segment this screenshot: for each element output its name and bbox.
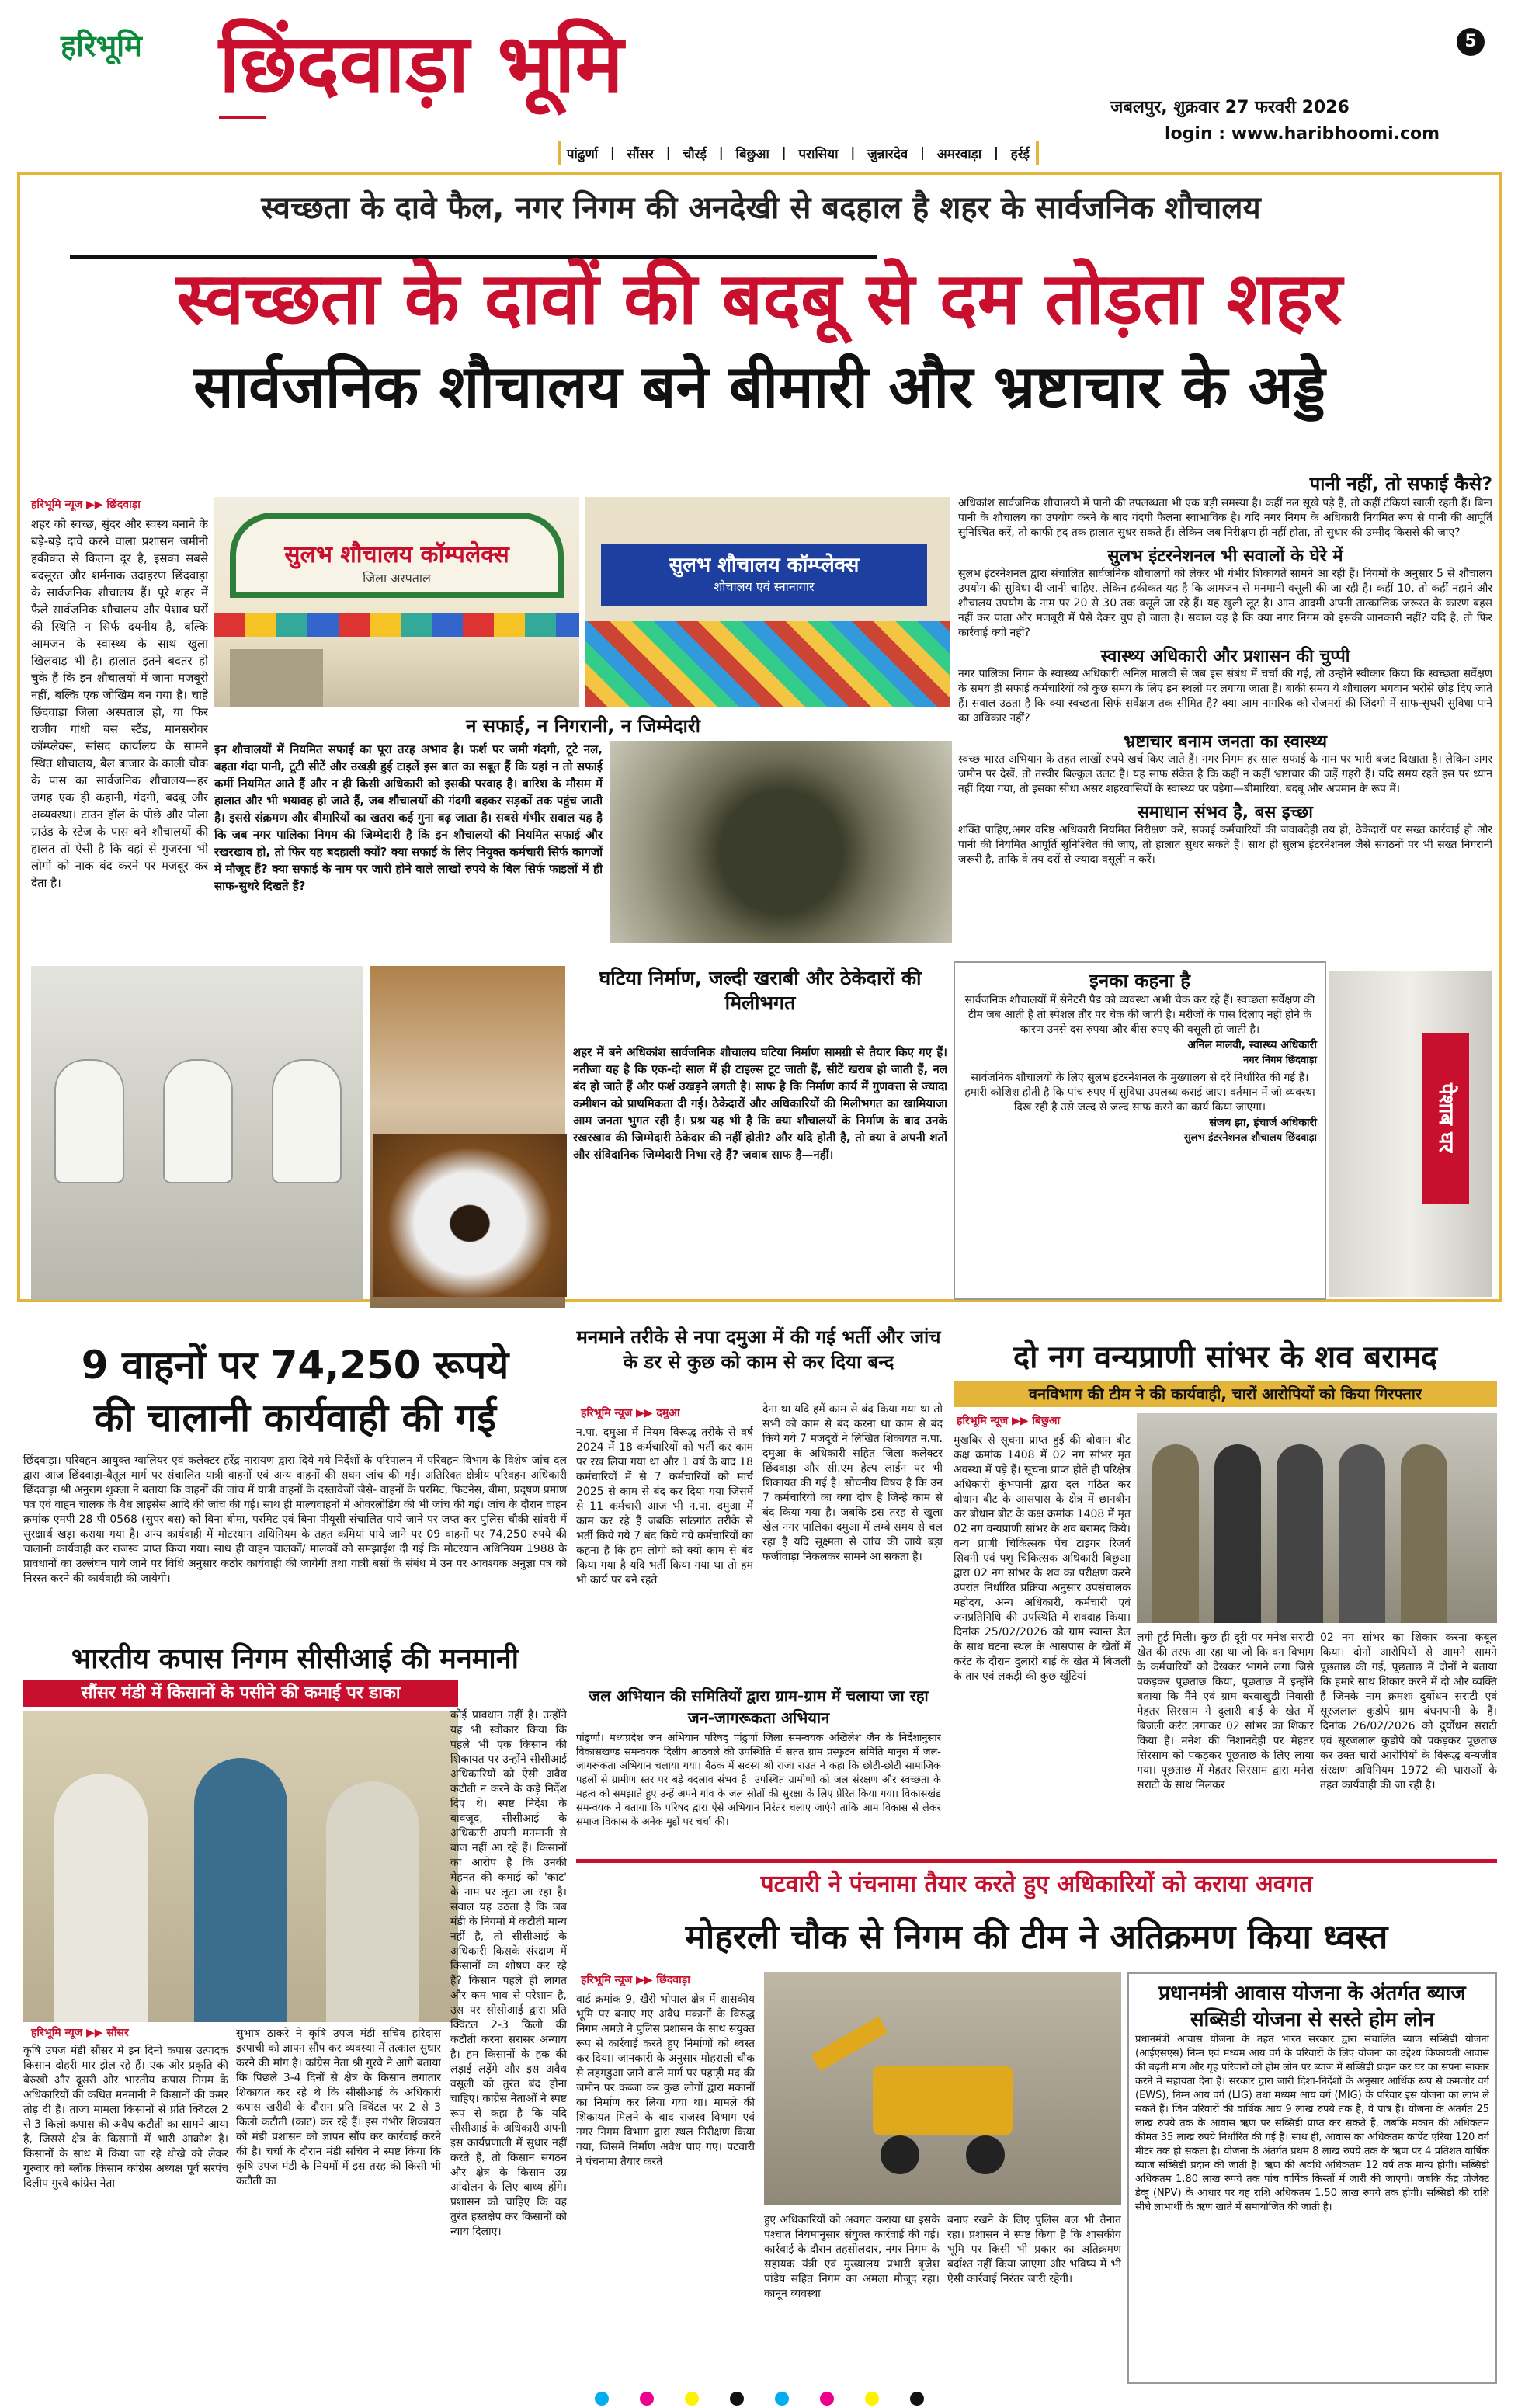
dateline: जबलपुर, शुक्रवार 27 फरवरी 2026 (1110, 98, 1350, 117)
photo-memorandum (23, 1711, 458, 2022)
quote-text: सार्वजनिक शौचालयों में सेनेटरी पैड को व्यवस्था अभी चेक कर रहे हैं। स्वच्छता सर्वेक्षण की टीम जब आती है तो स्पेशल तौर पर चेक की जाती है। मरीजों के पास दिलाए नहीं होने के कारण उनसे दस रुपया और बीस रुपए की वसूली हो जाती है। (964, 994, 1315, 1036)
photo-urinals (31, 966, 363, 1300)
sambhar-strap: वनविभाग की टीम ने की कार्यवाही, चारों आरोपियों को किया गिरफ्तार (954, 1381, 1497, 1407)
poor-head: घटिया निर्माण, जल्दी खराबी और ठेकेदारों की मिलीभगत (599, 967, 922, 1014)
patwari-col1: वार्ड क्रमांक 9, खैरी भोपाल क्षेत्र में शासकीय भूमि पर बनाए गए अवैध मकानों के विरुद्ध निगम अमले ने पुलिस प्रशासन के साथ संयुक्त रूप से कार्रवाई करते हुए निर्माणों को ध्वस्त कर दिया। जानकारी के अनुसार मोहराली चौक से लहगडुआ जाने वाले मार्ग पर पहाड़ी मद की जमीन पर कब्जा कर कुछ लोगों द्वारा मकानों का निर्माण कर लिया गया था। मामले की शिकायत मिलने के बाद राजस्व विभाग एवं नगर निगम विभाग द्वारा स्थल निरीक्षण किया गया, जिसमें निर्माण अवैध पाए गए। पटवारी ने पंचनामा तैयार करते (576, 1993, 755, 2168)
center-body: इन शौचालयों में नियमित सफाई का पूरा तरह अभाव है। फर्श पर जमी गंदगी, टूटे नल, बहता गंदा पानी, टूटी सीटें और उखड़ी हुई टाइलें इस बात का सबूत हैं कि यहां न तो सफाई कर्मी नियमित आते हैं और न ही किसी अधिकारी को इसकी परवाह है। बारिश के मौसम में हालात और भी भयावह हो जाते हैं, जब शौचालयों की गंदगी बहकर सड़कों तक पहुंच जाती है। इससे संक्रमण और बीमारियों का खतरा कई गुना बढ़ जाता है। सबसे गंभीर सवाल यह है कि जब नगर पालिका निगम की जिम्मेदारी है कि इन शौचालयों की नियमित सफाई और रखरखाव हो, तो फिर यह बदहाली क्यों? क्या सफाई के लिए नियुक्त कर्मचारी सिर्फ कागजों में मौजूद हैं? क्या सफाई के नाम पर जारी होने वाले लाखों रुपये के बिल सिर्फ फाइलों में ही साफ-सुथरे दिखते हैं? (214, 742, 603, 893)
cci-col2: सुभाष ठाकरे ने कृषि उपज मंडी सचिव हरिदास इरपाची को ज्ञापन सौंप कर व्यवस्था में तत्काल सुधार करने की मांग है। कांग्रेस नेता श्री गुरवे ने आगे बताया कि पिछले 3-4 दिनों से क्षेत्र के किसान लगातार शिकायत कर रहे थे कि सीसीआई के अधिकारी कपास खरीदी के दौरान प्रति क्विंटल पर 2 से 3 किलो कटौती (काट) कर रहे हैं। इस गंभीर शिकायत को मंडी प्रशासन को ज्ञापन सौंप कर कार्रवाई करने की है। चर्चा के दौरान मंडी सचिव ने स्पष्ट किया कि कृषि उपज मंडी के नियमों में इस तरह की किसी भी कटौती का (236, 2028, 441, 2187)
quote-box (954, 961, 1326, 1300)
cci-col3: कोई प्रावधान नहीं है। उन्होंने यह भी स्वीकार किया कि पहले भी एक किसान की शिकायत पर उन्होंने सीसीआई अधिकारियों को ऐसी अवैध कटौती न करने के कड़े निर्देश दिए थे। स्पष्ट निर्देश के बावजूद, सीसीआई के अधिकारी अपनी मनमानी से बाज नहीं आ रहे हैं। किसानों का आरोप है कि उनकी मेहनत की कमाई को 'काट' के नाम पर लूटा जा रहा है। सवाल यह उठता है कि जब मंडी के नियमों में कटौती मान्य नहीं है, तो सीसीआई के अधिकारी किसके संरक्षण में किसानों का शोषण कर रहे हैं? किसान पहले ही लागत और कम भाव से परेशान है, उस पर सीसीआई द्वारा प्रति क्विंटल 2-3 किलो की कटौती करना सरासर अन्याय है। हम किसानों के हक की लड़ाई लड़ेंगे और इस अवैध वसूली को तुरंत बंद होना चाहिए। कांग्रेस नेताओं ने स्पष्ट रूप से कहा है कि यदि सीसीआई के अधिकारी अपनी इस कार्यप्रणाली में सुधार नहीं करते हैं, तो किसान संगठन और क्षेत्र के किसान उग्र आंदोलन के लिए बाध्य होंगे। प्रशासन को चाहिए कि वह तुरंत हस्तक्षेप कर किसानों को न्याय दिलाए। (450, 1709, 567, 2238)
quote-text: सार्वजनिक शौचालयों के लिए सुलभ इंटरनेशनल के मुख्यालय से दरें निर्धारित की गई हैं। हमारी कोशिश होती है कि पांच रुपए में सुविधा उपलब्ध कराई जाए। वर्तमान में जो व्यवस्था दिख रही है उसे जल्द से जल्द साफ करने का कार्य किया जाएगा। (964, 1072, 1315, 1114)
side-head: सुलभ इंटरनेशनल भी सवालों के घेरे में (1107, 547, 1343, 566)
quote-name: अनिल मालवी, स्वास्थ्य अधिकारी (1187, 1039, 1317, 1051)
photo-squat-toilet (373, 1134, 567, 1297)
quote-name: संजय झा, इंचार्ज अधिकारी (1209, 1117, 1317, 1129)
quote-org: नगर निगम छिंदवाड़ा (1243, 1055, 1317, 1066)
place-link[interactable]: हर्रई (1010, 146, 1030, 162)
lead-kicker: स्वच्छता के दावे फैल, नगर निगम की अनदेखी से बदहाल है शहर के सार्वजनिक शौचालय (261, 190, 1261, 226)
damua-col1: न.पा. दमुआ में नियम विरूद्ध तरीके से वर्ष 2024 में 18 कर्मचारियों को भर्ती कर काम पर रख लिया गया था और 1 वर्ष के बाद 18 कर्मचारियों में से 7 कर्मचारियों को मार्च 2025 से काम से बंद कर दिया गया जिसमें से 11 कर्मचारी आज भी न.पा. दमुआ में काम कर रहे हैं जबकि सांठगांठ तरीके से भर्ती किये गये 7 बंद किये गये कर्मचारियों का कहना है कि हम लोगो को क्यो काम से बंद किया गया है यदि भर्ती किया गया था तो हम भी कार्य पर बने रहते (576, 1426, 753, 1586)
photo-garbage-pit (610, 741, 952, 943)
place-link[interactable]: जुन्नारदेव (867, 146, 908, 162)
cci-byline: हरिभूमि न्यूज ▶▶ सौंसर (31, 2027, 129, 2039)
patwari-banner: पटवारी ने पंचनामा तैयार करते हुए अधिकारियों को कराया अवगत (760, 1871, 1313, 1898)
lead-byline: हरिभूमि न्यूज ▶▶ छिंदवाड़ा (31, 499, 141, 511)
toilet-sign-text: सुलभ शौचालय कॉम्पलेक्स (284, 541, 509, 568)
side-head: स्वास्थ्य अधिकारी और प्रशासन की चुप्पी (1100, 647, 1350, 666)
patwari-headline: मोहरली चौक से निगम की टीम ने अतिक्रमण किया ध्वस्त (685, 1917, 1388, 1957)
registration-marks (0, 2392, 1518, 2406)
photo-hospital-toilet (214, 497, 579, 707)
side-body: स्वच्छ भारत अभियान के तहत लाखों रुपये खर्च किए जाते हैं। नगर निगम हर साल सफाई के नाम पर भारी बजट दिखाता है। लेकिन अगर जमीन पर देखें, तो तस्वीर बिल्कुल उलट है। यह साफ संकेत है कि कहीं न कहीं भ्रष्टाचार की जड़ें गहरी हैं। यदि समय रहते इस पर ध्यान नहीं दिया गया, तो इसका सीधा असर शहरवासियों के स्वास्थ्य पर पड़ेगा—बीमारियां, बदबू और अपमान के रूप में। (958, 753, 1492, 795)
poor-body: शहर में बने अधिकांश सार्वजनिक शौचालय घटिया निर्माण सामग्री से तैयार किए गए हैं। नतीजा यह है कि एक-दो साल में ही टाइल्स टूट जाती हैं, सीटें खराब हो जाती हैं, नल बंद हो जाते हैं और फर्श उखड़ने लगती है। साफ है कि निर्माण कार्य में गुणवत्ता से ज्यादा कमीशन को प्राथमिकता दी गई। ठेकेदारों और अधिकारियों की मिलीभगत का खामियाजा आम जनता भुगत रही है। प्रश्न यह भी है कि क्या शौचालयों के निर्माण के बाद उनके रखरखाव की जिम्मेदारी ठेकेदार की नहीं होती? और यदि होती है, तो क्या वे अपनी शर्तों और संविदानिक जिम्मेदारी निभा रहे हैं? जवाब साफ है—नहीं। (573, 1045, 947, 1162)
side-body: सुलभ इंटरनेशनल द्वारा संचालित सार्वजनिक शौचालयों को लेकर भी गंभीर शिकायतें सामने आ रही हैं। नियमों के अनुसार 5 से शौचालय उपयोग की सुविधा दी जानी चाहिए, लेकिन हकीकत यह है कि आमजन से मनमानी वसूली की जा रही है। कहीं 10, तो कहीं नहाने और शौचालय उपयोग के नाम पर 20 से 30 तक वसूले जा रहे हैं। यह खुली लूट है। आम आदमी अपनी तात्कालिक जरूरत के कारण बहस नहीं कर पाता और मजबूरी में पैसे देकर चुप हो जाता है। सवाल यह है कि क्या नगर निगम को इसकी जानकारी नहीं? यदि है, तो फिर कार्रवाई क्यों नहीं? (958, 568, 1492, 639)
places-nav: पांढुर्णा | सौंसर | चौरई | बिछुआ | परासिया | जुन्नारदेव | अमरवाड़ा | हर्रई (558, 141, 1039, 165)
sambhar-byline: हरिभूमि न्यूज ▶▶ बिछुआ (957, 1415, 1061, 1427)
side-body: नगर पालिका निगम के स्वास्थ्य अधिकारी अनिल मालवी से जब इस संबंध में चर्चा की गई, तो उन्होंने स्वीकार किया कि स्वच्छता सर्वेक्षण के समय ही सफाई कर्मचारियों को कुछ समय के लिए इन स्थलों पर लगाया जाता है। बाकी समय ये शौचालय भगवान भरोसे छोड़ दिए जाते हैं। सवाल उठता है कि क्या स्वच्छता सिर्फ सर्वेक्षण तक सीमित है? क्या आम नागरिक को रोजमर्रा की जिंदगी में साफ-सुथरी सुविधा पाने का अधिकार नहीं? (958, 668, 1492, 724)
brand-logo: हरिभूमि (61, 29, 142, 63)
cci-headline: भारतीय कपास निगम सीसीआई की मनमानी (71, 1643, 519, 1675)
sambhar-col3: 02 नग सांभर का शिकार करना कबूल किया। दोनों आरोपियों से आमने सामने पूछताछ की गई, पूछताछ में दोनों ने बताया कि हमारे साथ शिकार करने में दो और व्यक्ति हैं जिनके नाम क्रमशः दुर्योधन सराटी एवं सूरजलाल कुडोपे ग्राम बंधनपानी के हैं। दिनांक 26/02/2026 को दुर्योधन सराटी एवं सूरजलाल कुडोपे को पकड़कर पूछताछ कर उक्त चारों आरोपियों के विरूद्ध वन्यजीव संरक्षण अधिनियम 1972 की धाराओं के तहत कार्यवाही की जा रही है। (1320, 1631, 1497, 1791)
quote-org: सुलभ इंटरनेशनल शौचालय छिंदवाड़ा (1183, 1132, 1317, 1144)
place-link[interactable]: पांढुर्णा (566, 146, 599, 162)
side-head: समाधान संभव है, बस इच्छा (1138, 803, 1313, 822)
center-head: न सफाई, न निगरानी, न जिम्मेदारी (466, 715, 700, 737)
lead-headline: स्वच्छता के दावों की बदबू से दम तोड़ता शहर (176, 257, 1343, 340)
damua-headline: मनमाने तरीके से नपा दमुआ में की गई भर्ती और जांच के डर से कुछ को काम से कर दिया बन्द (576, 1326, 941, 1373)
place-link[interactable]: चौरई (683, 146, 707, 162)
cci-col1: कृषि उपज मंडी सौंसर में इन दिनों कपास उत्पादक किसान दोहरी मार झेल रहे हैं। एक ओर प्रकृति की बेरुखी और दूसरी ओर भारतीय कपास निगम के अधिकारियों की कथित मनमानी ने किसानों की कमर तोड़ दी है। ताजा मामला किसानों से प्रति क्विंटल 2 से 3 किलो कपास की अवैध कटौती का सामने आया है, जिससे क्षेत्र के किसानों में भारी आक्रोश है। किसानों के साथ में किया जा रहे धोखे को लेकर गुरुवार को ब्लॉक किसान कांग्रेस अध्यक्ष पूर्व सरपंच दिलीप गुरवे कांग्रेस नेता (23, 2045, 228, 2190)
side-head: भ्रष्टाचार बनाम जनता का स्वास्थ्य (1123, 732, 1328, 752)
patwari-col2: हुए अधिकारियों को अवगत कराया था इसके पश्चात नियमानुसार संयुक्त कार्रवाई की गई। कार्रवाई के दौरान तहसीलदार, नगर निगम के सहायक यंत्री एवं मुख्यालय प्रभारी बृजेश पांडेय सहित निगम का अमला मौजूद रहा। कानून व्यवस्था (764, 2214, 940, 2300)
jal-body: पांढुर्णा। मध्यप्रदेश जन अभियान परिषद् पांढुर्णा जिला समन्वयक अखिलेश जैन के निर्देशानुसार विकासखण्ड समन्वयक दिलीप आठवले की उपस्थिति में सतत ग्राम प्रस्फुटन समिति मानुरा में जल-जागरूकता अभियान चलाया गया। बैठक में सदस्य श्री राजा राउत ने कहा कि छोटी-छोटी सामाजिक पहलों से ग्रामीण स्तर पर बड़े बदलाव संभव है। उपस्थित ग्रामीणों को जल संरक्षण और स्वच्छता के महत्व को समझाते हुए उन्हें अपने गांव के जल स्रोतों की सुरक्षा के लिए प्रेरित किया गया। विकासखंड समन्वयक ने बताया कि परिषद द्वारा ऐसे अभियान निरंतर चलाए जाएंगे ताकि आम विकास से लेकर समाज विकास के अनेक मुद्दों पर चर्चा की। (576, 1732, 941, 1828)
side-sections (958, 471, 1492, 1036)
side-body: शक्ति पाहिए,अगर वरिष्ठ अधिकारी नियमित निरीक्षण करें, सफाई कर्मचारियों की जवाबदेही तय हो, ठेकेदारों पर सख्त कार्रवाई हो और पानी की नियमित आपूर्ति सुनिश्चित की जाए, तो हालात सुधर सकते हैं। साथ ही सुलभ इंटरनेशनल जैसे संगठनों पर भी सख्त निगरानी जरूरी है, ताकि वे तय दरों से ज्यादा वसूली न करें। (958, 824, 1492, 866)
damua-col2: देना था यदि हमें काम से बंद किया गया था तो सभी को काम से बंद करना था काम से बंद किये गये 7 मजदूरों ने लिखित शिकायत न.पा. दमुआ के अधिकारी सहित जिला कलेक्टर छिंदवाड़ा और सी.एम हेल्प लाईन पर भी शिकायत की गई है। सोचनीय विषय है कि उन 7 कर्मचारियों का क्या दोष है जिन्हे काम से बंद किया गया है। जबकि इस तरह से खुला खेल नगर पालिका दमुआ में लम्बे समय से चल रहा है यदि सूक्ष्मता से जांच की जाये बड़ा फर्जीवाड़ा निकलकर सामने आ सकता है। (762, 1403, 943, 1563)
place-link[interactable]: अमरवाड़ा (936, 146, 982, 162)
place-link[interactable]: परासिया (798, 146, 839, 162)
patwari-col3: बनाए रखने के लिए पुलिस बल भी तैनात रहा। प्रशासन ने स्पष्ट किया है कि शासकीय भूमि पर किसी भी प्रकार का अतिक्रमण बर्दाश्त नहीं किया जाएगा और भविष्य में भी ऐसी कार्रवाई निरंतर जारी रहेगी। (947, 2214, 1121, 2285)
cci-strap: सौंसर मंडी में किसानों के पसीने की कमाई पर डाका (23, 1680, 458, 1707)
toilet-sign-subtext: जिला अस्पताल (363, 571, 431, 585)
jal-headline: जल अभियान की समितियों द्वारा ग्राम-ग्राम में चलाया जा रहा जन-जागरूकता अभियान (589, 1687, 929, 1727)
challan-headline-1: 9 वाहनों पर 74,250 रूपये (81, 1343, 509, 1388)
toilet-sign-subtext: शौचालय एवं स्नानागार (714, 579, 815, 594)
photo-jcb (764, 1972, 1121, 2205)
masthead-rule (219, 116, 266, 119)
place-link[interactable]: बिछुआ (735, 146, 769, 162)
damua-byline: हरिभूमि न्यूज ▶▶ दमुआ (581, 1407, 680, 1419)
sambhar-headline: दो नग वन्यप्राणी सांभर के शव बरामद (1013, 1340, 1438, 1375)
sambhar-col1: मुखबिर से सूचना प्राप्त हुई की बोधान बीट कक्ष क्रमांक 1408 में 02 नग सांभर मृत अवस्था में पड़े हैं। सूचना प्राप्त होते ही परिक्षेत्र अधिकारी कुंभपानी द्वारा दल गठित कर बोधान बीट के आसपास के क्षेत्र में छानबीन कर बोधान बीट के कक्ष क्रमांक 1408 में मृत 02 नग वन्यप्राणी सांभर के शव बरामद किये। वन्य प्राणी चिकित्सक पेंच टाइगर रिजर्व सिवनी एवं पशु चिकित्सक अधिकारी बिछुआ द्वारा 02 नग सांभर के शव का परीक्षण करने उपरांत निर्धारित प्रक्रिया अनुसार उपसंचालक महोदय, अन्य अधिकारी, कर्मचारी एवं जनप्रतिनिधि की उपस्थिति में शवदाह किया। दिनांक 25/02/2026 को ग्राम स्वान्त डेल के साथ घटना स्थल के आसपास के खेतों में करंट के दौरान दुलारी बाई के खेत में बिजली के तार एवं लकड़ी की कुछ खूंटियां (954, 1434, 1131, 1683)
photo-wall-sign (1329, 971, 1492, 1297)
patwari-byline: हरिभूमि न्यूज ▶▶ छिंदवाड़ा (581, 1974, 690, 1986)
challan-headline-2: की चालानी कार्यवाही की गई (94, 1395, 496, 1440)
lead-subhead: सार्वजनिक शौचालय बने बीमारी और भ्रष्टाचार के अड्डे (193, 352, 1325, 421)
section-title: छिंदवाड़ा भूमि (219, 16, 624, 111)
side-body: अधिकांश सार्वजनिक शौचालयों में पानी की उपलब्धता भी एक बड़ी समस्या है। कहीं नल सूखे पड़े हैं, तो कहीं टंकियां खाली रहती हैं। बिना पानी के शौचालय का उपयोग करने के बाद गंदगी फैलना स्वाभाविक है। यदि नगर निगम के अधिकारी नियमित रूप से पानी की आपूर्ति सुनिश्चित करें, तो काफी हद तक हालात सुधर सकते हैं। लेकिन जब निरीक्षण ही नहीं होता, तो सुधार की उम्मीद किससे की जाए? (958, 497, 1492, 539)
photo-busstand-toilet (585, 497, 950, 707)
page-number: 5 (1457, 28, 1485, 56)
place-link[interactable]: सौंसर (627, 146, 654, 162)
side-head: पानी नहीं, तो सफाई कैसे? (1309, 473, 1492, 495)
challan-body: छिंदवाड़ा। परिवहन आयुक्त ग्वालियर एवं कलेक्टर हरेंद्र नारायण द्वारा दिये गये निर्देशों के परिपालन में परिवहन विभाग के विशेष जांच दल द्वारा आज छिंदवाड़ा-बैतूल मार्ग पर संचालित यात्री वाहनों एवं अन्य वाहनों की सघन जांच की गई। अतिरिक्त क्षेत्रीय परिवहन अधिकारी छिंदवाड़ा श्री अनुराग शुक्ला ने बताया कि वाहनों की जांच में यात्री वाहनों के दस्तावेजों जैसे- वाहनों के परमिट, फिटनेस, बीमा, प्रदूषण प्रमाण पत्र एवं वाहन चालक के वैध लाइसेंस आदि की जांच की गई। साथ ही माल्यवाहनों में ओवरलोडिंग की भी जांच की गई। जांच के दौरान वाहन क्रमांक एमपी 28 पी 0568 (सुपर बस) को बिना बीमा, परमिट एवं बिना पीयूसी संचालित पाये जाने पर जप्त कर पुलिस चौकी सांवरी में सुरक्षार्थ खड़ा कराया गया है। अन्य कार्यवाही में मोटरयान अधिनियम के तहत कमियां पाये जाने पर 09 वाहनों पर 74,250 रुपये की चालानी कार्यवाही कर राजस्व प्राप्त किया गया। साथ ही वाहन चालकों/ मालकों को समझाईश दी गई कि मोटरयान अधिनियम 1988 के प्रावधानों का उल्लंघन पाये जाने पर विधि अनुसार कठोर कार्यवाही की जायेगी तथा यात्री बसों के संबंध में उन पर आवश्यक अनुज्ञा पत्र को निरस्त करने की कार्यवाही की जायेगी। (23, 1454, 567, 1585)
toilet-sign-text: सुलभ शौचालय कॉम्प्लेक्स (669, 554, 860, 577)
login-link[interactable]: login : www.haribhoomi.com (1165, 124, 1440, 144)
patwari-rule (576, 1859, 1497, 1863)
pmay-body: प्रधानमंत्री आवास योजना के तहत भारत सरकार द्वारा संचालित ब्याज सब्सिडी योजना (आईएसएस) निम्न एवं मध्यम आय वर्ग के परिवारों के लिए योजना का उद्देश्य किफायती आवास की बढ़ती मांग और गृह परिवारों को होम लोन पर ब्याज में सब्सिडी प्रदान कर घर का सपना साकार करने में सहायता देना है। सरकार द्वारा जारी दिशा-निर्देशों के अनुसार आर्थिक रूप से कमजोर वर्ग (EWS), निम्न आय वर्ग (LIG) तथा मध्यम आय वर्ग (MIG) के परिवार इस योजना का लाभ ले सकते हैं। जिन परिवारों की वार्षिक आय 9 लाख रुपये तक है, वे पात्र हैं। योजना के अंतर्गत 25 लाख रुपये तक के आवास ऋण पर सब्सिडी प्राप्त कर सकते हैं, जबकि मकान की अधिकतम कीमत 35 लाख रुपये निर्धारित की गई है। साथ ही, आवास का अधिकतम कार्पेट एरिया 120 वर्ग मीटर तक हो सकता है। योजना के अंतर्गत प्रथम 8 लाख रुपये तक के ऋण पर 4 प्रतिशत वार्षिक ब्याज सब्सिडी प्रदान की जाती है। ऋण की अवधि अधिकतम 12 वर्ष तक मान्य होगी। सब्सिडी अधिकतम 1.80 लाख रुपये तक पांच वार्षिक किस्तों में जारी की जाएगी। जबकि केंद्र प्रोजेक्ट डेव्हू (NPV) के आधार पर यह राशि अधिकतम 1.50 लाख रुपये तक होगी। सब्सिडी की राशि सीधे लाभार्थी के ऋण खाते में समायोजित की जाती है। (1135, 2034, 1489, 2213)
quote-head: इनका कहना है (1089, 970, 1190, 992)
pmay-headline: प्रधानमंत्री आवास योजना के अंतर्गत ब्याज सब्सिडी योजना से सस्ते होम लोन (1158, 1982, 1466, 2031)
pmay-box (1127, 1972, 1497, 2384)
wall-sign-text: पेशाब घर (1422, 1033, 1469, 1204)
sambhar-col2: लगी हुई मिली। कुछ ही दूरी पर मनेश सराटी खेत की तरफ आ रहा था जो कि वन विभाग के कर्मचारियों को देखकर भागने लगा जिसे पकड़कर पूछताछ किया, पूछताछ में इन्होंने बताया कि मैंने एवं ग्राम बरवाखुडी निवासी मेहतर सिरसाम ने दुलारी बाई के खेत में बिजली करंट लगाकर 02 सांभर का शिकार किया है। मनेश की निशानदेही पर मेहतर सिरसाम को पकड़कर पूछताछ के लिए लाया गया। पूछताछ में मेहतर सिरसाम द्वारा मनेश सराटी के साथ मिलकर (1137, 1631, 1314, 1791)
lead-body: शहर को स्वच्छ, सुंदर और स्वस्थ बनाने के बड़े-बड़े दावे करने वाला प्रशासन जमीनी हकीकत से कितना दूर है, इसका सबसे बदसूरत और शर्मनाक उदाहरण छिंदवाड़ा के सार्वजनिक शौचालय हैं। पूरे शहर में फैले सार्वजनिक शौचालय और पेशाब घरों की स्थिति न सिर्फ दयनीय है, बल्कि आमजन के स्वास्थ्य के साथ खुला खिलवाड़ भी है। हालात इतने बदतर हो चुके हैं कि इन शौचालयों में जाना मजबूरी नहीं, बल्कि एक जोखिम बन गया है। चाहे छिंदवाड़ा जिला अस्पताल हो, या फिर राजीव गांधी बस स्टैंड, मानसरोवर कॉम्प्लेक्स, सांसद कार्यालय के सामने स्थित शौचालय, बैल बाजार के काली चौक के पास का सार्वजनिक शौचालय—हर जगह एक ही कहानी, गंदगी, बदबू और अव्यवस्था। टाउन हॉल के पीछे और पोला ग्राउंड के स्टेज के पास बने शौचालयों की हालत तो ऐसी है कि वहां से गुजरना भी लोगों को नाक बंद करने पर मजबूर कर देता है। (31, 517, 208, 890)
photo-accused (1137, 1413, 1497, 1623)
